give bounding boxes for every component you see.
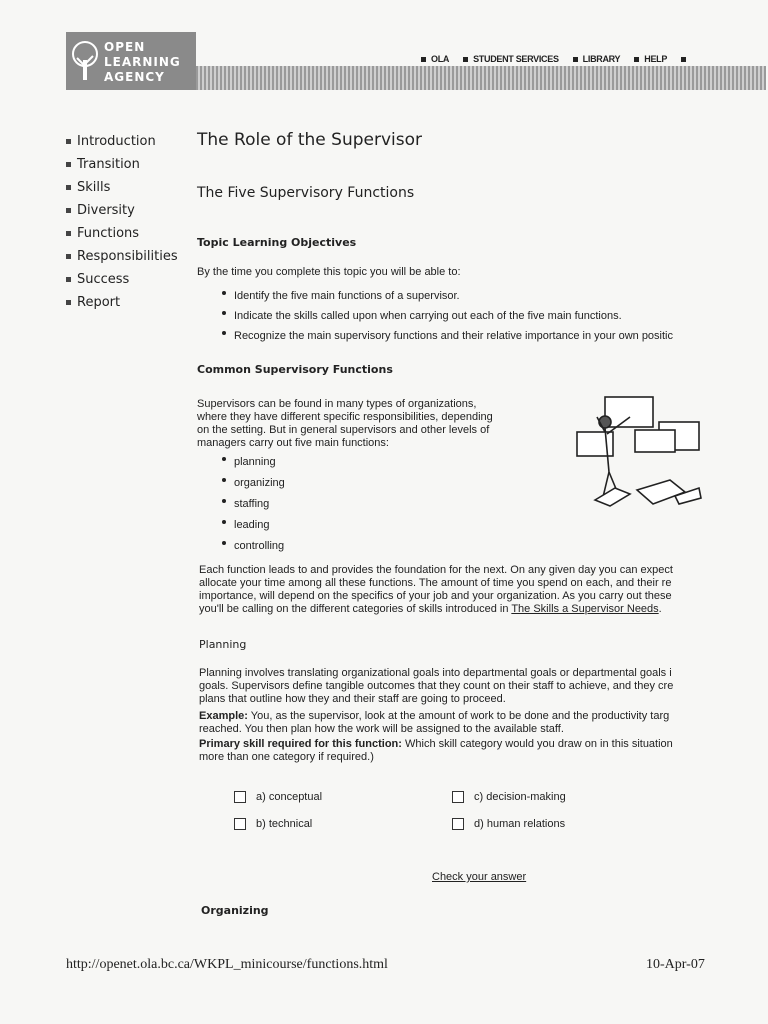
objectives-intro: By the time you complete this topic you will be able to: xyxy=(197,266,461,278)
text-line: on the setting. But in general supervisors and other levels of xyxy=(197,424,490,436)
text-line xyxy=(199,710,669,723)
text-line: Each function leads to and provides the foundation for the next. On any given day you can expect xyxy=(199,564,673,576)
option-label: c) decision-making xyxy=(474,791,566,803)
text-line: importance, will depend on the specifics of your job and your organization. As you carry out these xyxy=(199,590,672,602)
sidebar-item-introduction[interactable] xyxy=(66,130,178,153)
text-span: you'll be calling on the different categories of skills introduced in xyxy=(199,603,512,615)
text-line: plans that outline how they and their staff are going to proceed. xyxy=(199,693,506,705)
text-line: goals. Supervisors define tangible outcomes that they count on their staff to achieve, and they cre xyxy=(199,680,674,692)
text-span: Which skill category would you draw on in this situation xyxy=(401,738,673,750)
list-item: Recognize the main supervisory functions and their relative importance in your own positic xyxy=(222,326,673,346)
organizing-heading: Organizing xyxy=(201,904,269,917)
sidebar-item-functions[interactable] xyxy=(66,222,178,245)
primary-skill-label: Primary skill required for this function: xyxy=(199,738,402,750)
list-item: staffing xyxy=(222,494,285,515)
bullet-icon xyxy=(634,57,639,62)
sidebar-item-label: Success xyxy=(77,272,130,287)
header-bar xyxy=(66,32,766,90)
bullet-icon xyxy=(421,57,426,62)
common-paragraph xyxy=(197,398,493,450)
tree-icon xyxy=(70,40,100,82)
logo-text: LEARNING xyxy=(104,55,181,69)
sidebar-item-label: Transition xyxy=(77,157,140,172)
text-line: where they have different specific responsibilities, depending xyxy=(197,411,493,423)
nav-item-ola[interactable] xyxy=(421,54,449,64)
option-human-relations[interactable] xyxy=(452,818,565,830)
sidebar-item-diversity[interactable] xyxy=(66,199,178,222)
bullet-icon xyxy=(66,208,71,213)
list-item: organizing xyxy=(222,473,285,494)
checkbox[interactable] xyxy=(234,791,246,803)
header-banner xyxy=(196,66,766,90)
list-item: Identify the five main functions of a supervisor. xyxy=(222,286,673,306)
bullet-icon xyxy=(66,254,71,259)
check-answer-link[interactable]: Check your answer xyxy=(432,871,527,883)
bullet-icon xyxy=(66,231,71,236)
text-line: allocate your time among all these functions. The amount of time you spend on each, and their re xyxy=(199,577,672,589)
checkbox[interactable] xyxy=(452,791,464,803)
bullet-icon xyxy=(66,185,71,190)
nav-item-library[interactable] xyxy=(573,54,621,64)
option-label: a) conceptual xyxy=(256,791,323,803)
nav-label: OLA xyxy=(431,54,450,64)
sidebar-item-report[interactable] xyxy=(66,291,178,314)
bullet-icon xyxy=(66,300,71,305)
list-item: controlling xyxy=(222,536,285,557)
logo-text: OPEN xyxy=(104,40,146,54)
skills-link[interactable]: The Skills a Supervisor Needs xyxy=(511,603,659,615)
sidebar-item-label: Responsibilities xyxy=(77,249,178,264)
bullet-icon xyxy=(573,57,578,62)
text-line: reached. You then plan how the work will be assigned to the available staff. xyxy=(199,723,564,735)
text-line xyxy=(199,603,673,616)
sidebar-item-label: Diversity xyxy=(77,203,135,218)
logo-text: AGENCY xyxy=(104,70,165,84)
text-span: . xyxy=(658,603,662,615)
checkbox[interactable] xyxy=(452,818,464,830)
option-technical[interactable] xyxy=(234,818,312,830)
sidebar-item-transition[interactable] xyxy=(66,153,178,176)
bullet-icon xyxy=(66,277,71,282)
nav-item-student-services[interactable] xyxy=(463,54,559,64)
ola-logo[interactable] xyxy=(66,32,196,90)
sidebar-nav xyxy=(66,130,178,314)
option-label: d) human relations xyxy=(474,818,566,830)
bullet-icon xyxy=(681,57,686,62)
supervisor-juggling-illustration xyxy=(575,392,705,512)
text-line xyxy=(199,738,673,751)
common-heading: Common Supervisory Functions xyxy=(197,363,393,376)
list-item: Indicate the skills called upon when carrying out each of the five main functions. xyxy=(222,306,673,326)
example-label: Example: xyxy=(199,710,248,722)
planning-heading: Planning xyxy=(199,638,247,651)
planning-paragraph xyxy=(199,667,673,706)
option-decision-making[interactable] xyxy=(452,791,566,803)
objectives-list xyxy=(222,286,673,346)
bullet-icon xyxy=(66,139,71,144)
list-item: planning xyxy=(222,452,285,473)
text-line: more than one category if required.) xyxy=(199,751,374,763)
option-label: b) technical xyxy=(256,818,313,830)
example-paragraph xyxy=(199,710,669,736)
list-item: leading xyxy=(222,515,285,536)
sidebar-item-label: Introduction xyxy=(77,134,156,149)
nav-label: STUDENT SERVICES xyxy=(473,54,559,64)
footer-date: 10-Apr-07 xyxy=(646,957,705,972)
page-subtitle: The Five Supervisory Functions xyxy=(197,185,415,201)
bullet-icon xyxy=(66,162,71,167)
sidebar-item-label: Skills xyxy=(77,180,111,195)
footer-url: http://openet.ola.bc.ca/WKPL_minicourse/functions.html xyxy=(66,957,388,972)
each-function-paragraph xyxy=(199,564,673,616)
sidebar-item-label: Functions xyxy=(77,226,140,241)
bullet-icon xyxy=(463,57,468,62)
page-title: The Role of the Supervisor xyxy=(197,130,422,150)
sidebar-item-skills[interactable] xyxy=(66,176,178,199)
sidebar-item-success[interactable] xyxy=(66,268,178,291)
top-nav xyxy=(421,54,686,64)
nav-label: HELP xyxy=(644,54,668,64)
nav-item-help[interactable] xyxy=(634,54,667,64)
text-line: Supervisors can be found in many types of organizations, xyxy=(197,398,477,410)
nav-label: LIBRARY xyxy=(582,54,621,64)
objectives-heading: Topic Learning Objectives xyxy=(197,236,357,249)
primary-skill-paragraph xyxy=(199,738,673,764)
sidebar-item-label: Report xyxy=(77,295,121,310)
text-line: managers carry out five main functions: xyxy=(197,437,389,449)
functions-list xyxy=(222,452,285,557)
option-conceptual[interactable] xyxy=(234,791,322,803)
checkbox[interactable] xyxy=(234,818,246,830)
text-line: Planning involves translating organizational goals into departmental goals or departmental goals i xyxy=(199,667,672,679)
sidebar-item-responsibilities[interactable] xyxy=(66,245,178,268)
text-span: You, as the supervisor, look at the amount of work to be done and the productivity targ xyxy=(247,710,670,722)
